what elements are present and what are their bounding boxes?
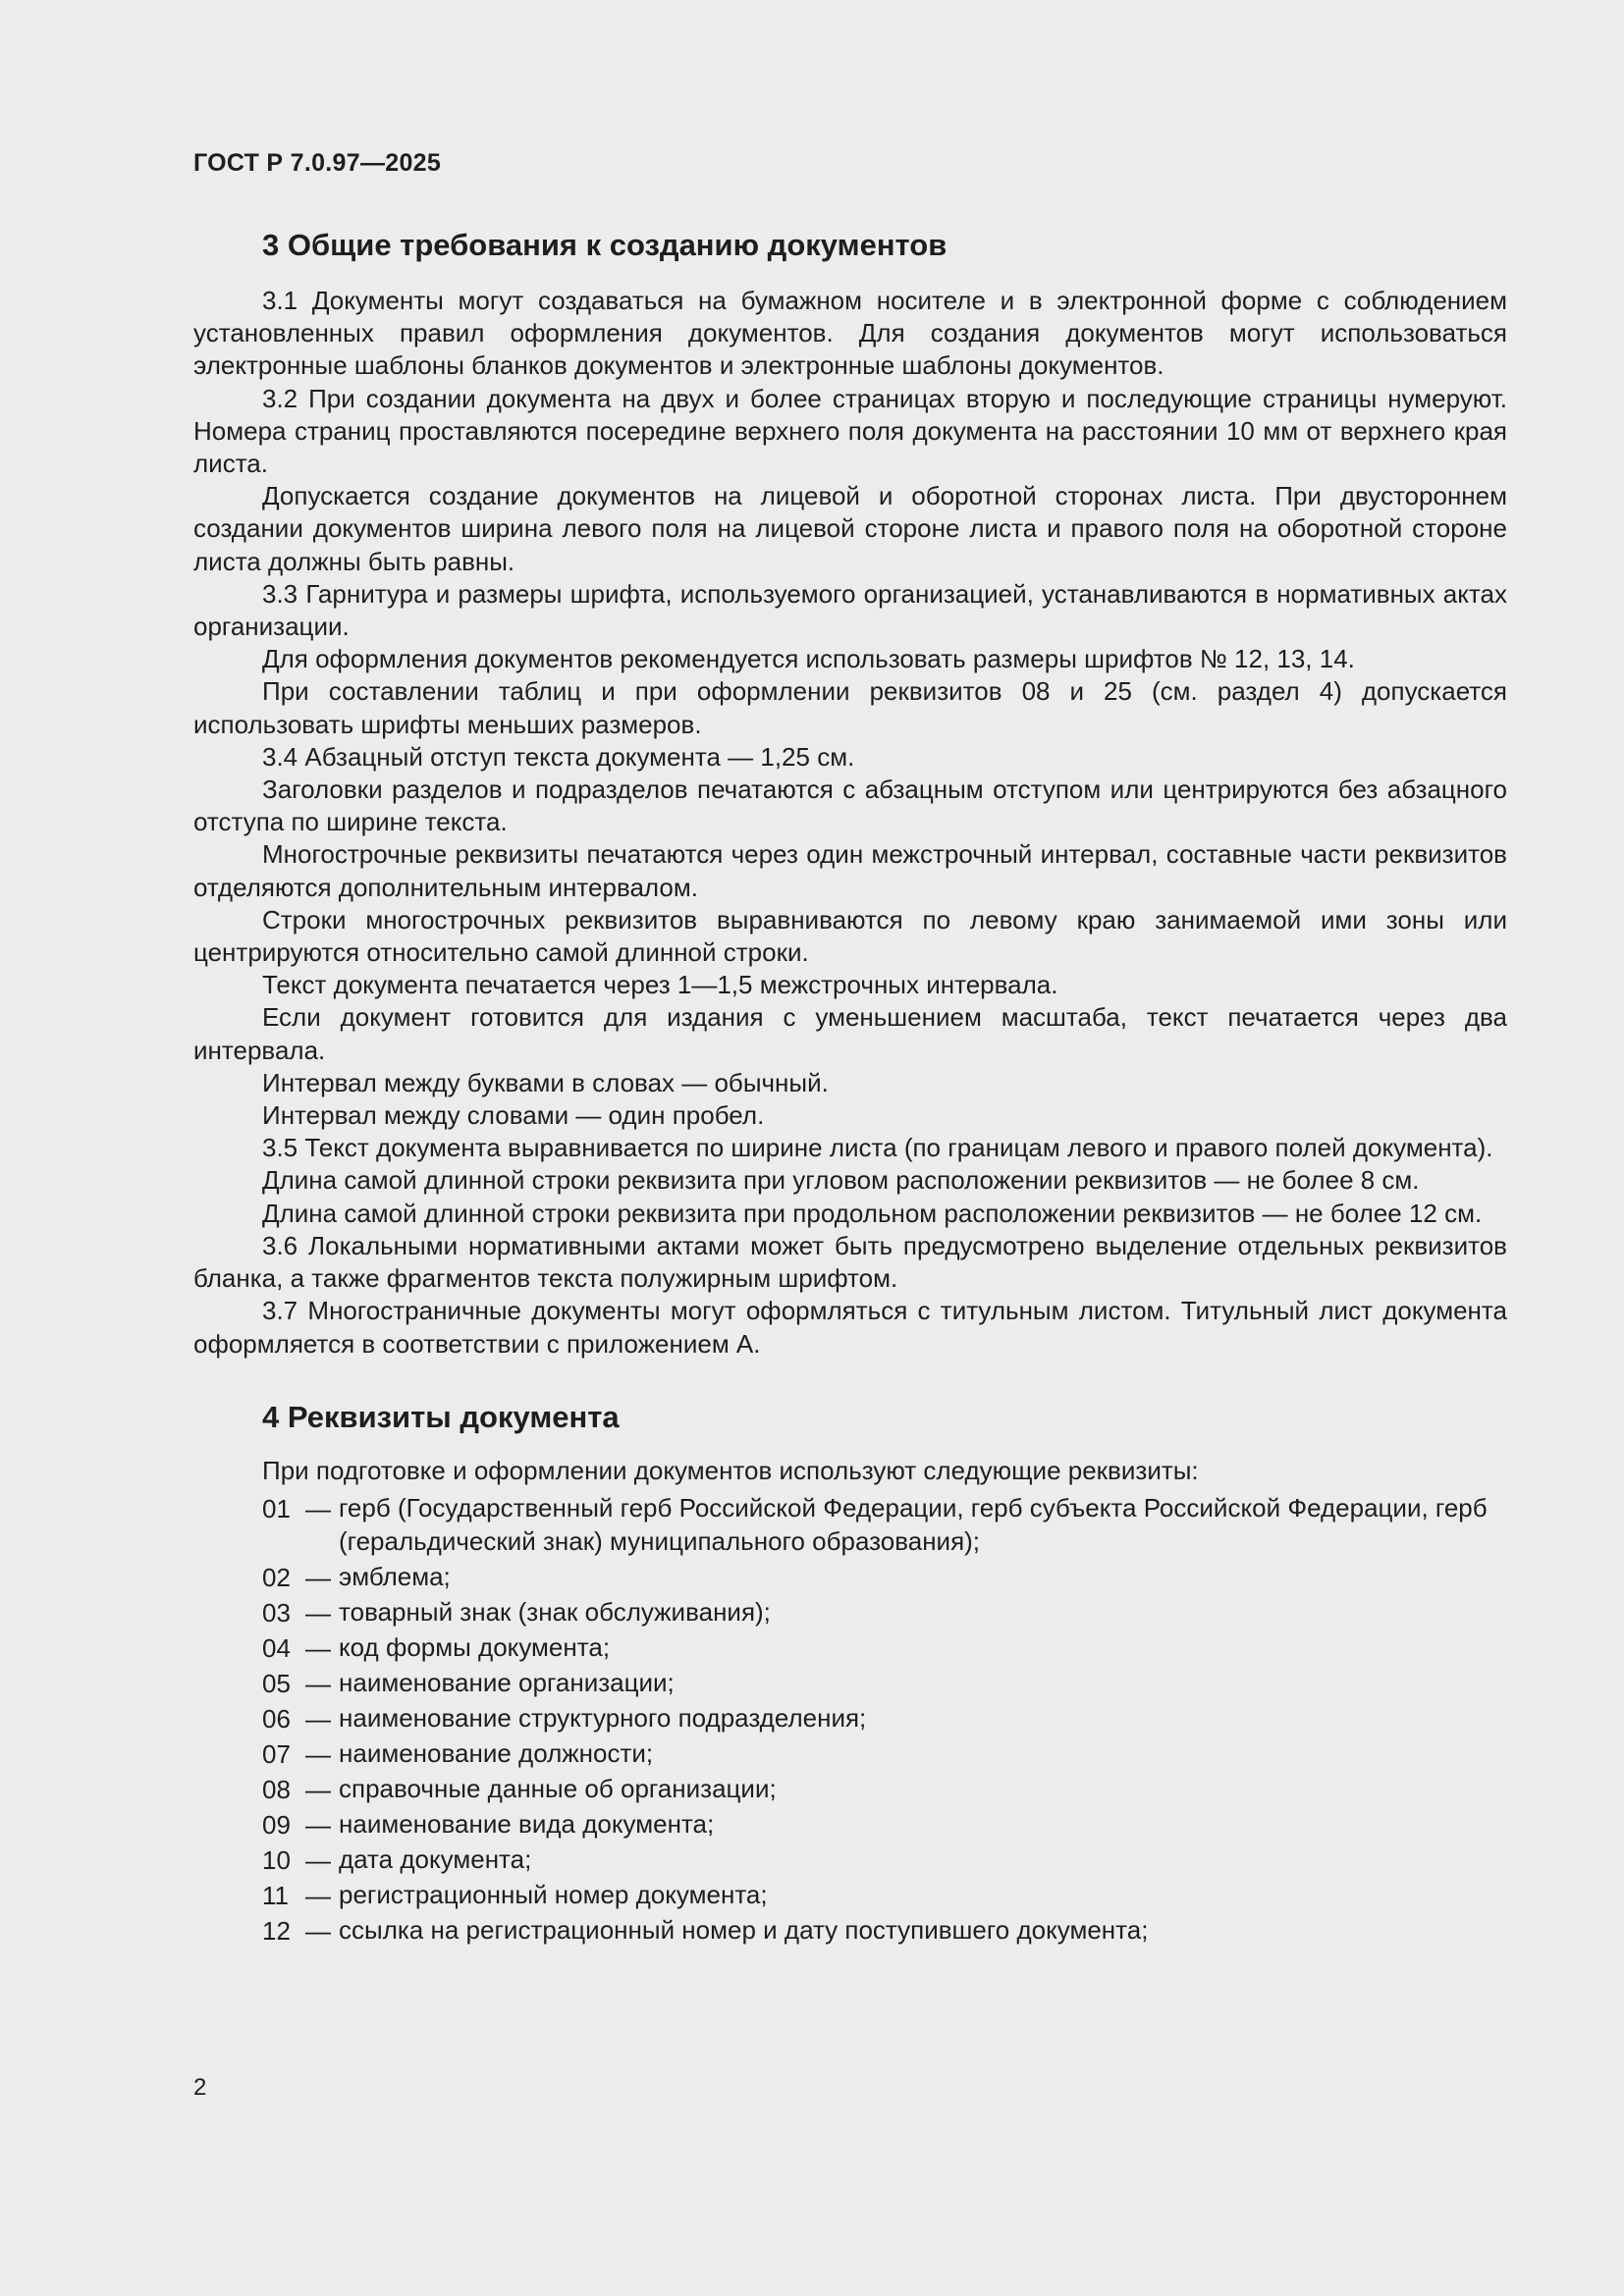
list-item — [193, 1842, 1507, 1878]
item-text: наименование организации; — [339, 1667, 675, 1697]
paragraph: Заголовки разделов и подразделов печатаются с абзацным отступом или центрируются без абзацного отступа по ширине текста. — [193, 774, 1507, 837]
list-item — [193, 1913, 1507, 1949]
section-4-title: 4 Реквизиты документа — [262, 1399, 620, 1434]
item-dash: — — [305, 1703, 331, 1734]
list-item — [193, 1630, 1507, 1666]
paragraph: 3.1 Документы могут создаваться на бумажном носителе и в электронной форме с соблюдением установленных правил оформления документов. Для создания документов могут использоваться электронные шаблоны бланков документов и электронные шаблоны документов. — [193, 286, 1507, 381]
item-number: 07 — [262, 1738, 291, 1769]
item-number: 05 — [262, 1668, 291, 1698]
list-item — [193, 1666, 1507, 1701]
item-number: 10 — [262, 1844, 291, 1875]
item-text: герб (Государственный герб Российской Федерации, герб субъекта Российской Федерации, герб (геральдический знак) муниципального образования); — [339, 1492, 1488, 1556]
item-text: дата документа; — [339, 1843, 532, 1874]
section-3-title: 3 Общие требования к созданию документов — [262, 228, 947, 262]
list-item — [193, 1736, 1507, 1772]
paragraph: Длина самой длинной строки реквизита при продольном расположении реквизитов — не более 12 см. — [262, 1198, 1483, 1228]
item-dash: — — [305, 1774, 331, 1804]
item-number: 03 — [262, 1597, 291, 1628]
item-text: наименование структурного подразделения; — [339, 1702, 867, 1733]
paragraph: 3.6 Локальными нормативными актами может быть предусмотрено выделение отдельных реквизитов бланка, а также фрагментов текста полужирным шрифтом. — [193, 1230, 1507, 1294]
item-text: эмблема; — [339, 1561, 451, 1591]
paragraph: Интервал между словами — один пробел. — [262, 1100, 765, 1131]
paragraph: Если документ готовится для издания с уменьшением масштаба, текст печатается через два интервала. — [193, 1002, 1507, 1065]
item-dash: — — [305, 1668, 331, 1698]
item-dash: — — [305, 1493, 331, 1523]
paragraph: Интервал между буквами в словах — обычный. — [262, 1067, 829, 1097]
paragraph: 3.5 Текст документа выравнивается по ширине листа (по границам левого и правого полей документа). — [262, 1133, 1493, 1163]
paragraph: Строки многострочных реквизитов выравниваются по левому краю занимаемой ими зоны или центрируются относительно самой длинной строки. — [193, 904, 1507, 968]
paragraph: При составлении таблиц и при оформлении реквизитов 08 и 25 (см. раздел 4) допускается использовать шрифты меньших размеров. — [193, 676, 1507, 739]
item-dash: — — [305, 1562, 331, 1592]
list-item — [193, 1701, 1507, 1736]
paragraph: 3.4 Абзацный отступ текста документа — 1,25 см. — [262, 741, 855, 772]
list-item — [193, 1807, 1507, 1842]
item-dash: — — [305, 1632, 331, 1663]
standard-header: ГОСТ Р 7.0.97—2025 — [193, 149, 442, 177]
item-number: 09 — [262, 1809, 291, 1840]
item-text: код формы документа; — [339, 1631, 611, 1662]
item-dash: — — [305, 1880, 331, 1910]
list-item — [193, 1878, 1507, 1913]
paragraph: 3.3 Гарнитура и размеры шрифта, используемого организацией, устанавливаются в нормативных актах организации. — [193, 578, 1507, 642]
item-dash: — — [305, 1597, 331, 1628]
item-text: наименование вида документа; — [339, 1808, 715, 1839]
item-number: 01 — [262, 1493, 291, 1523]
section-3-body — [193, 285, 1507, 1361]
item-text: ссылка на регистрационный номер и дату поступившего документа; — [339, 1914, 1149, 1945]
item-dash: — — [305, 1809, 331, 1840]
item-number: 04 — [262, 1632, 291, 1663]
paragraph: Длина самой длинной строки реквизита при угловом расположении реквизитов — не более 8 см. — [262, 1165, 1420, 1196]
paragraph: Допускается создание документов на лицевой и оборотной сторонах листа. При двустороннем создании документов ширина левого поля на лицевой стороне листа и правого поля на оборотной стороне листа должны быть равны. — [193, 481, 1507, 576]
paragraph: Текст документа печатается через 1—1,5 межстрочных интервала. — [262, 970, 1058, 1000]
item-dash: — — [305, 1738, 331, 1769]
item-number: 06 — [262, 1703, 291, 1734]
list-item — [193, 1595, 1507, 1630]
item-dash: — — [305, 1844, 331, 1875]
item-number: 11 — [262, 1880, 289, 1910]
paragraph: Для оформления документов рекомендуется использовать размеры шрифтов № 12, 13, 14. — [262, 644, 1355, 674]
paragraph: 3.7 Многостраничные документы могут оформляться с титульным листом. Титульный лист документа оформляется в соответствии с приложением А. — [193, 1296, 1507, 1359]
item-text: регистрационный номер документа; — [339, 1879, 768, 1909]
item-number: 12 — [262, 1915, 291, 1946]
item-text: наименование должности; — [339, 1737, 654, 1768]
list-item — [193, 1491, 1507, 1558]
item-number: 08 — [262, 1774, 291, 1804]
list-item — [193, 1560, 1507, 1595]
page-number: 2 — [193, 2074, 207, 2101]
item-number: 02 — [262, 1562, 291, 1592]
paragraph: 3.2 При создании документа на двух и более страницах вторую и последующие страницы нумеруют. Номера страниц проставляются посередине верхнего поля документа на расстоянии 10 мм от верхнего края листа. — [193, 383, 1507, 479]
section-4-intro: При подготовке и оформлении документов используют следующие реквизиты: — [262, 1455, 1199, 1485]
item-text: товарный знак (знак обслуживания); — [339, 1596, 771, 1627]
list-item — [193, 1772, 1507, 1807]
page-content — [193, 222, 1507, 1949]
item-text: справочные данные об организации; — [339, 1773, 777, 1803]
requisites-list — [193, 1491, 1507, 1949]
item-dash: — — [305, 1915, 331, 1946]
paragraph: Многострочные реквизиты печатаются через один межстрочный интервал, составные части реквизитов отделяются дополнительным интервалом. — [193, 839, 1507, 902]
